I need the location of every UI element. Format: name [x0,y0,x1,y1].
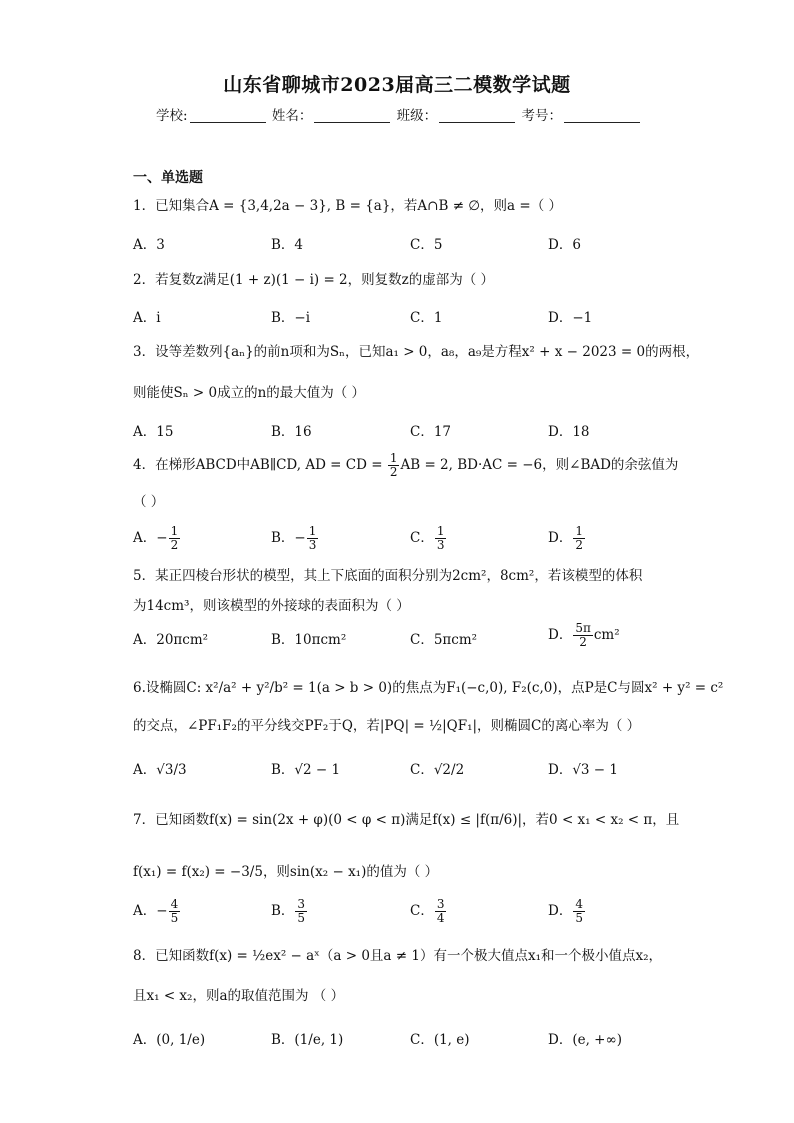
option-prefix: D． [548,903,573,919]
denominator: 2 [579,635,587,649]
option-d: D．18 [548,424,590,440]
numerator: 4 [170,897,179,911]
fraction [388,452,400,479]
option-a: A．15 [133,424,174,440]
option-c [410,898,447,925]
denominator: 4 [436,911,445,925]
section-title: 一、单选题 [133,170,203,186]
denominator: 5 [297,911,306,925]
denominator: 5 [575,911,583,925]
option-a: A．20πcm² [133,632,209,648]
exam-number-label: 考号： [521,108,562,124]
option-prefix: C． [410,903,434,919]
option-b: B．4 [271,237,304,253]
option-b: B．10πcm² [271,632,347,648]
option-prefix: D． [548,627,573,643]
question-6-stem: 6.设椭圆C: x²/a² + y²/b² = 1(a > b > 0)的焦点为F₁(−c,0), F₂(c,0)，点P是C与圆x² + y² = c² [133,680,724,696]
question-5-options [133,621,693,662]
fraction [295,898,307,925]
fraction [307,525,319,552]
fraction [169,898,181,925]
fraction [435,898,447,925]
question-8-options [133,1028,693,1050]
numerator: 1 [436,524,445,538]
question-6-options [133,758,693,780]
question-7-stem: 7．已知函数f(x) = sin(2x + φ)(0 < φ < π)满足f(x) ≤ |f(π/6)|，若0 < x₁ < x₂ < π，且 [133,812,680,828]
numerator: 1 [389,451,398,465]
option-c: C．1 [410,310,443,326]
option-a: A．3 [133,237,165,253]
question-3-stem-line2: 则能使Sₙ > 0成立的n的最大值为（ ） [133,385,366,401]
numerator: 3 [436,897,445,911]
option-d: D．6 [548,237,581,253]
option-prefix: B．− [271,530,306,546]
question-3-stem: 3．设等差数列{aₙ}的前n项和为Sₙ，已知a₁ > 0，a₈，a₉是方程x² + x − 2023 = 0的两根， [133,344,700,360]
fraction [573,525,585,552]
option-c: C．17 [410,424,452,440]
name-blank[interactable] [314,108,390,123]
option-a: A．(0, 1/e) [133,1032,206,1048]
option-c: C．5πcm² [410,632,478,648]
option-prefix: B． [271,903,295,919]
question-8-stem-line2: 且x₁ < x₂，则a的取值范围为 （ ） [133,988,345,1004]
option-c [410,525,447,552]
option-d [548,622,620,649]
numerator: 3 [297,897,306,911]
option-a: A．i [133,310,161,326]
question-4-stem-a: 4．在梯形ABCD中AB∥CD, AD = CD = [133,457,387,473]
option-d [548,525,586,552]
option-b [271,525,319,552]
option-d: D．(e, +∞) [548,1032,622,1048]
option-b: B．√2 − 1 [271,762,341,778]
question-3-options [133,420,693,442]
question-7-stem-line2: f(x₁) = f(x₂) = −3/5，则sin(x₂ − x₁)的值为（ ） [133,864,439,880]
option-d: D．√3 − 1 [548,762,618,778]
option-b [271,898,308,925]
question-4-options [133,525,693,559]
fraction [573,898,585,925]
denominator: 2 [170,538,179,552]
school-blank[interactable] [190,108,266,123]
option-a: A．√3/3 [133,762,187,778]
numerator: 1 [170,524,179,538]
exam-number-blank[interactable] [564,108,640,123]
question-7-options [133,898,693,932]
question-4-stem-b: AB = 2, BD·AC = −6，则∠BAD的余弦值为 [400,457,679,473]
option-a [133,525,181,552]
denominator: 2 [575,538,583,552]
option-c: C．√2/2 [410,762,465,778]
numerator: 5π [575,621,591,635]
option-b: B．16 [271,424,312,440]
class-label: 班级： [396,108,438,124]
question-2-options [133,306,693,328]
fraction [435,525,447,552]
student-info-line [0,104,794,124]
option-d: D．−1 [548,310,593,326]
option-a [133,898,181,925]
question-5-stem: 5．某正四棱台形状的模型，其上下底面的面积分别为2cm²，8cm²，若该模型的体积 [133,568,643,584]
denominator: 5 [170,911,179,925]
option-b: B．(1/e, 1) [271,1032,344,1048]
numerator: 4 [575,897,583,911]
denominator: 2 [389,465,398,479]
denominator: 3 [308,538,317,552]
option-prefix: A．− [133,530,168,546]
page-title: 山东省聊城市2023届高三二模数学试题 [223,74,571,96]
option-prefix: A．− [133,903,168,919]
fraction [573,622,593,649]
question-1-stem: 1．已知集合A = {3,4,2a − 3}, B = {a}，若A∩B ≠ ∅，则a =（ ） [133,198,562,214]
option-d [548,898,586,925]
numerator: 1 [575,524,583,538]
question-2-stem: 2．若复数z满足(1 + z)(1 − i) = 2，则复数z的虚部为（ ） [133,272,495,288]
name-label: 姓名： [271,108,313,124]
question-1-options [133,233,693,255]
numerator: 1 [308,524,317,538]
option-prefix: D． [548,530,573,546]
question-6-stem-line2: 的交点，∠PF₁F₂的平分线交PF₂于Q，若|PQ| = ½|QF₁|，则椭圆C的离心率为（ ） [133,718,641,734]
denominator: 3 [436,538,445,552]
question-5-stem-line2: 为14cm³，则该模型的外接球的表面积为（ ） [133,598,410,614]
option-prefix: C． [410,530,434,546]
option-c: C．5 [410,237,443,253]
question-4-stem [133,451,679,479]
school-label: 学校: [156,108,188,124]
fraction [169,525,181,552]
option-unit: cm² [593,627,620,643]
option-b: B．−i [271,310,311,326]
question-4-stem-line2: （ ） [133,494,165,510]
question-8-stem: 8．已知函数f(x) = ½ex² − aˣ（a > 0且a ≠ 1）有一个极大值点x₁和一个极小值点x₂， [133,948,663,964]
option-c: C．(1, e) [410,1032,470,1048]
class-blank[interactable] [439,108,515,123]
